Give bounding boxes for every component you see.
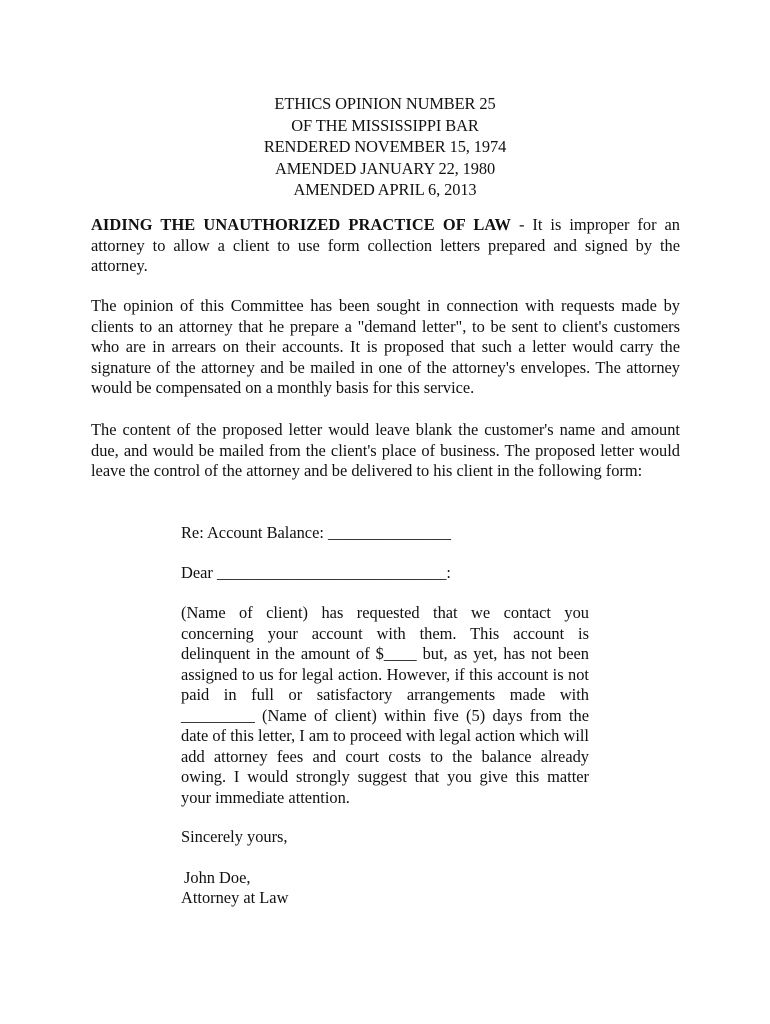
letter-re-line: Re: Account Balance: _______________ bbox=[181, 523, 451, 542]
letter-body: (Name of client) has requested that we contact you concerning your account with them. This account is delinquent in the amount of $____ but, as yet, has not been assigned to us for legal action. However, if this account is not paid in full or satisfactory arrangements made with _________ (Name of client) within five (5) days from the date of this letter, I am to proceed with legal action which will add attorney fees and court costs to the balance already owing. I would strongly suggest that you give this matter your immediate attention. bbox=[181, 603, 589, 807]
header-line-amended-2013: AMENDED APRIL 6, 2013 bbox=[293, 180, 477, 199]
letter-salutation: Dear ____________________________: bbox=[181, 563, 451, 582]
summary-paragraph bbox=[91, 215, 680, 277]
opinion-paragraph: The opinion of this Committee has been sought in connection with requests made by clients to an attorney that he prepare a "demand letter", to be sent to client's customers who are in arrears on their accounts. It is proposed that such a letter would carry the signature of the attorney and be mailed in one of the attorney's envelopes. The attorney would be compensated on a monthly basis for this service. bbox=[91, 296, 680, 397]
header-line-opinion-number: ETHICS OPINION NUMBER 25 bbox=[274, 94, 496, 113]
document-header bbox=[0, 93, 770, 201]
header-line-rendered-date: RENDERED NOVEMBER 15, 1974 bbox=[263, 137, 507, 156]
letter-closing: Sincerely yours, bbox=[181, 827, 288, 846]
signature-title: Attorney at Law bbox=[181, 888, 289, 907]
signature-name: John Doe, bbox=[184, 868, 251, 887]
summary-text: - It is improper for an attorney to allow a client to use form collection letters prepared and signed by the attorney. bbox=[91, 215, 680, 275]
summary-heading: AIDING THE UNAUTHORIZED PRACTICE OF LAW bbox=[91, 215, 511, 234]
content-paragraph: The content of the proposed letter would leave blank the customer's name and amount due, and would be mailed from the client's place of business. The proposed letter would leave the control of the attorney and be delivered to his client in the following form: bbox=[91, 420, 680, 480]
header-line-bar: OF THE MISSISSIPPI BAR bbox=[291, 115, 479, 135]
header-line-amended-1980: AMENDED JANUARY 22, 1980 bbox=[274, 158, 496, 178]
